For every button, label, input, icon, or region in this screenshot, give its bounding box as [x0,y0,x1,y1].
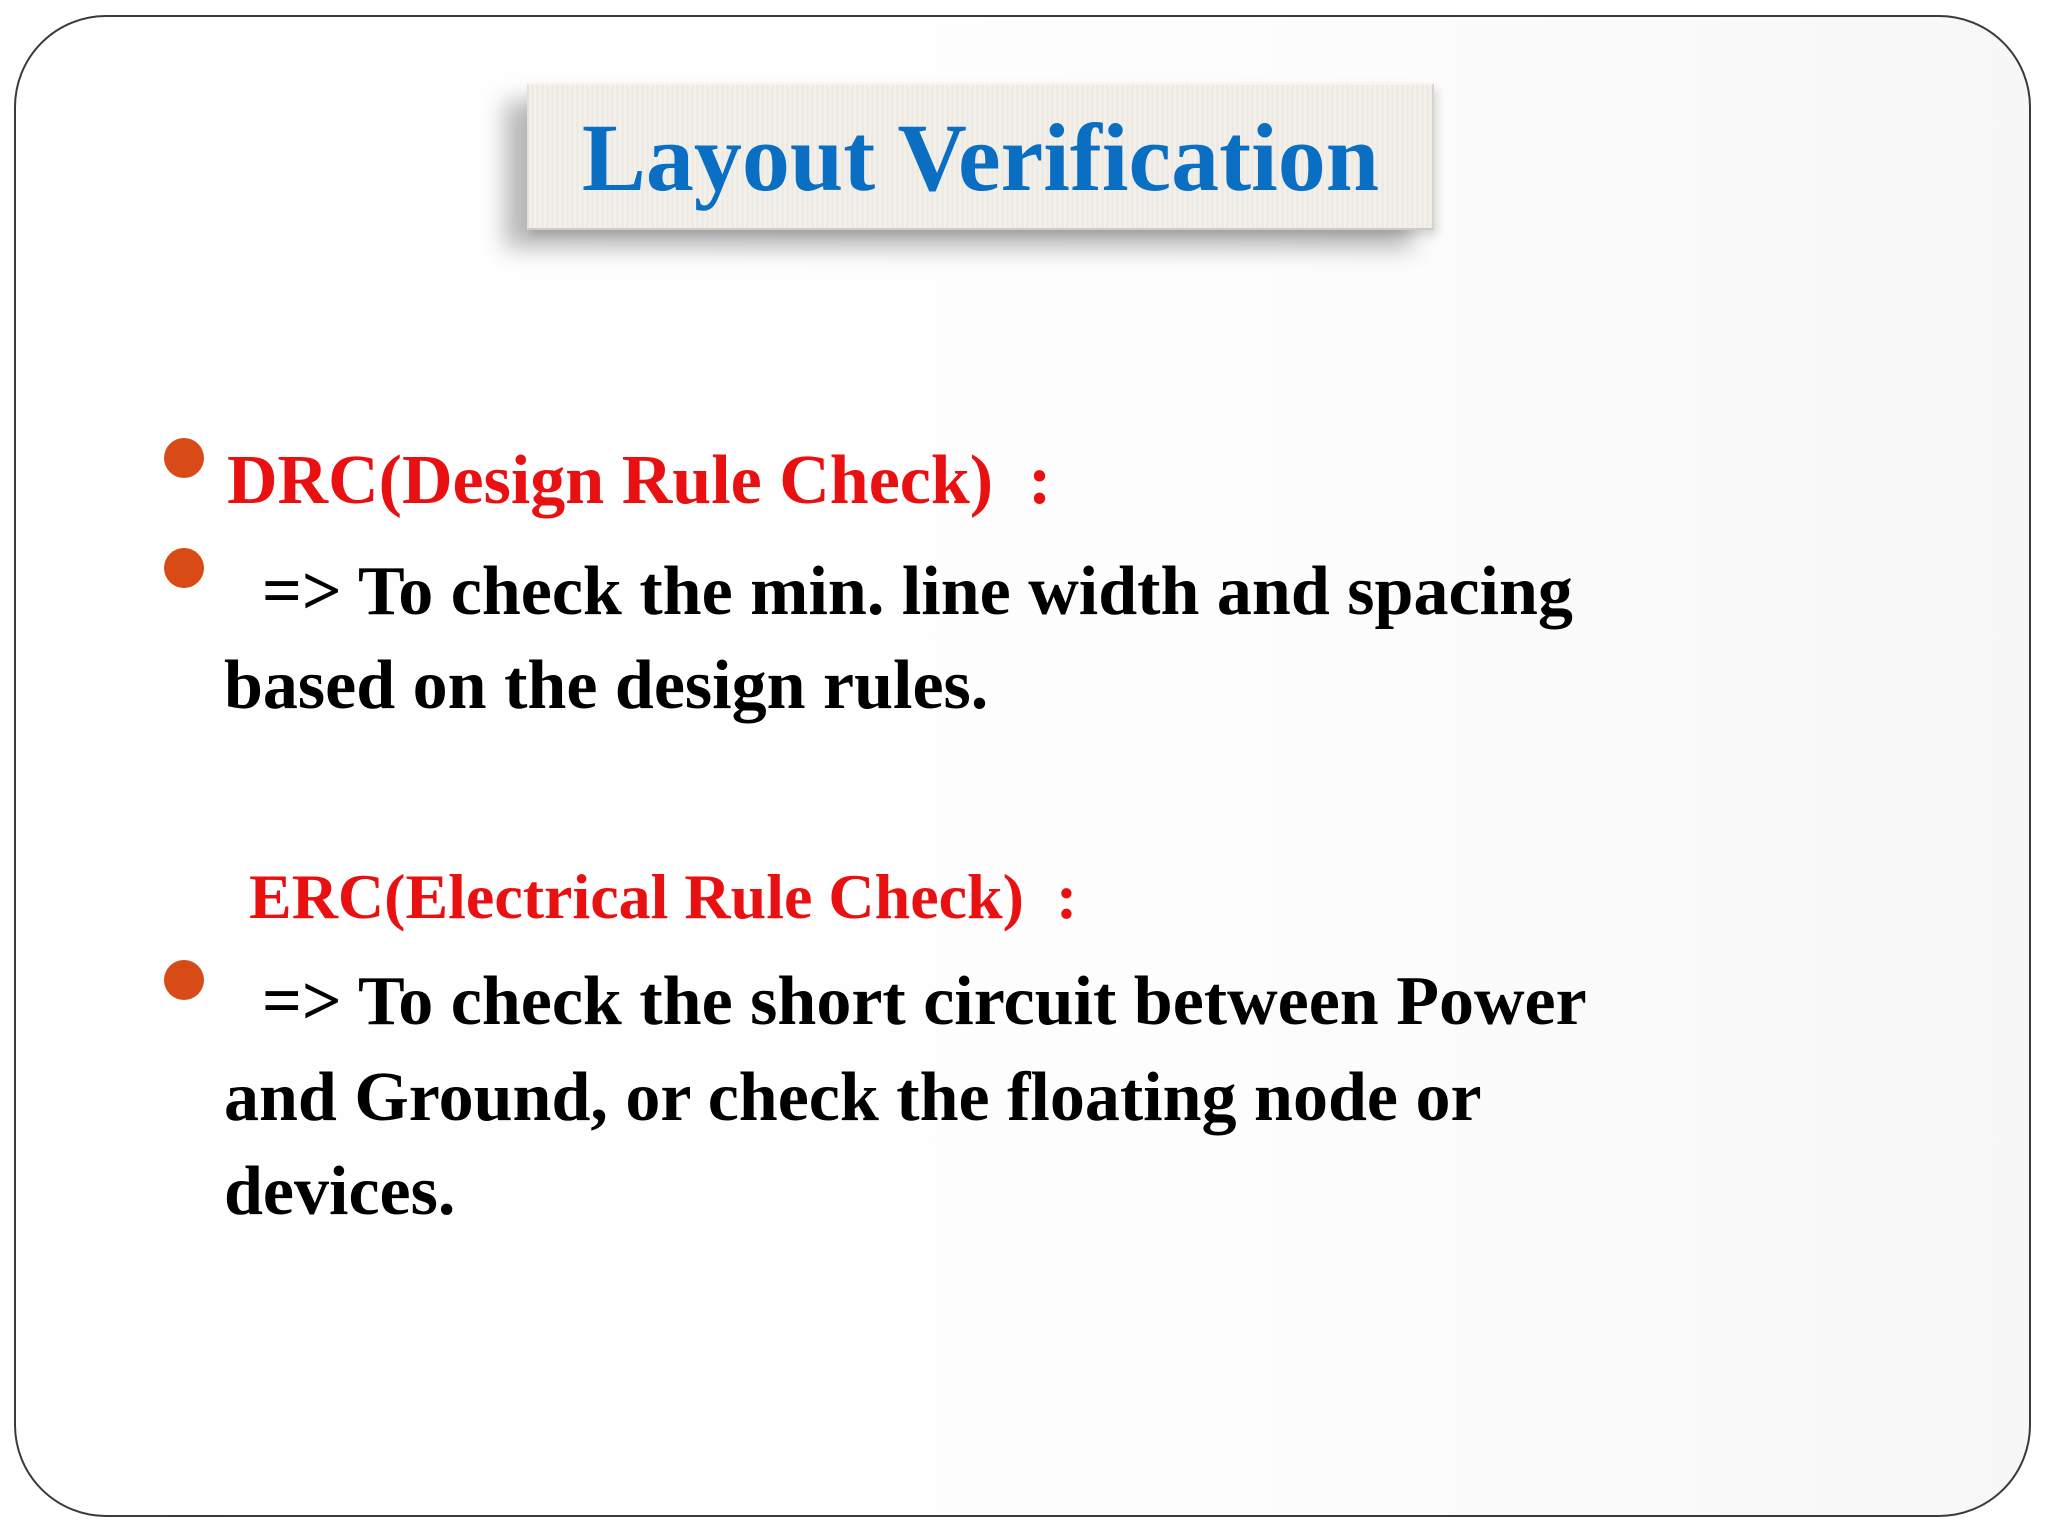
slide-title: Layout Verification [581,104,1380,211]
drc-description-line-1: => To check the min. line width and spacing [227,553,1573,630]
erc-description-line-3: devices. [224,1153,456,1230]
drc-description-line-2: based on the design rules. [224,647,989,724]
drc-heading: DRC(Design Rule Check) : [227,442,1052,519]
bullet-icon [164,960,204,1000]
title-box [527,83,1434,230]
bullet-icon [164,438,204,478]
erc-description-line-2: and Ground, or check the floating node or [224,1059,1482,1136]
bullet-icon [164,548,204,588]
slide [14,15,2031,1517]
erc-heading: ERC(Electrical Rule Check) : [249,861,1078,932]
erc-description-line-1: => To check the short circuit between Power [227,963,1587,1040]
